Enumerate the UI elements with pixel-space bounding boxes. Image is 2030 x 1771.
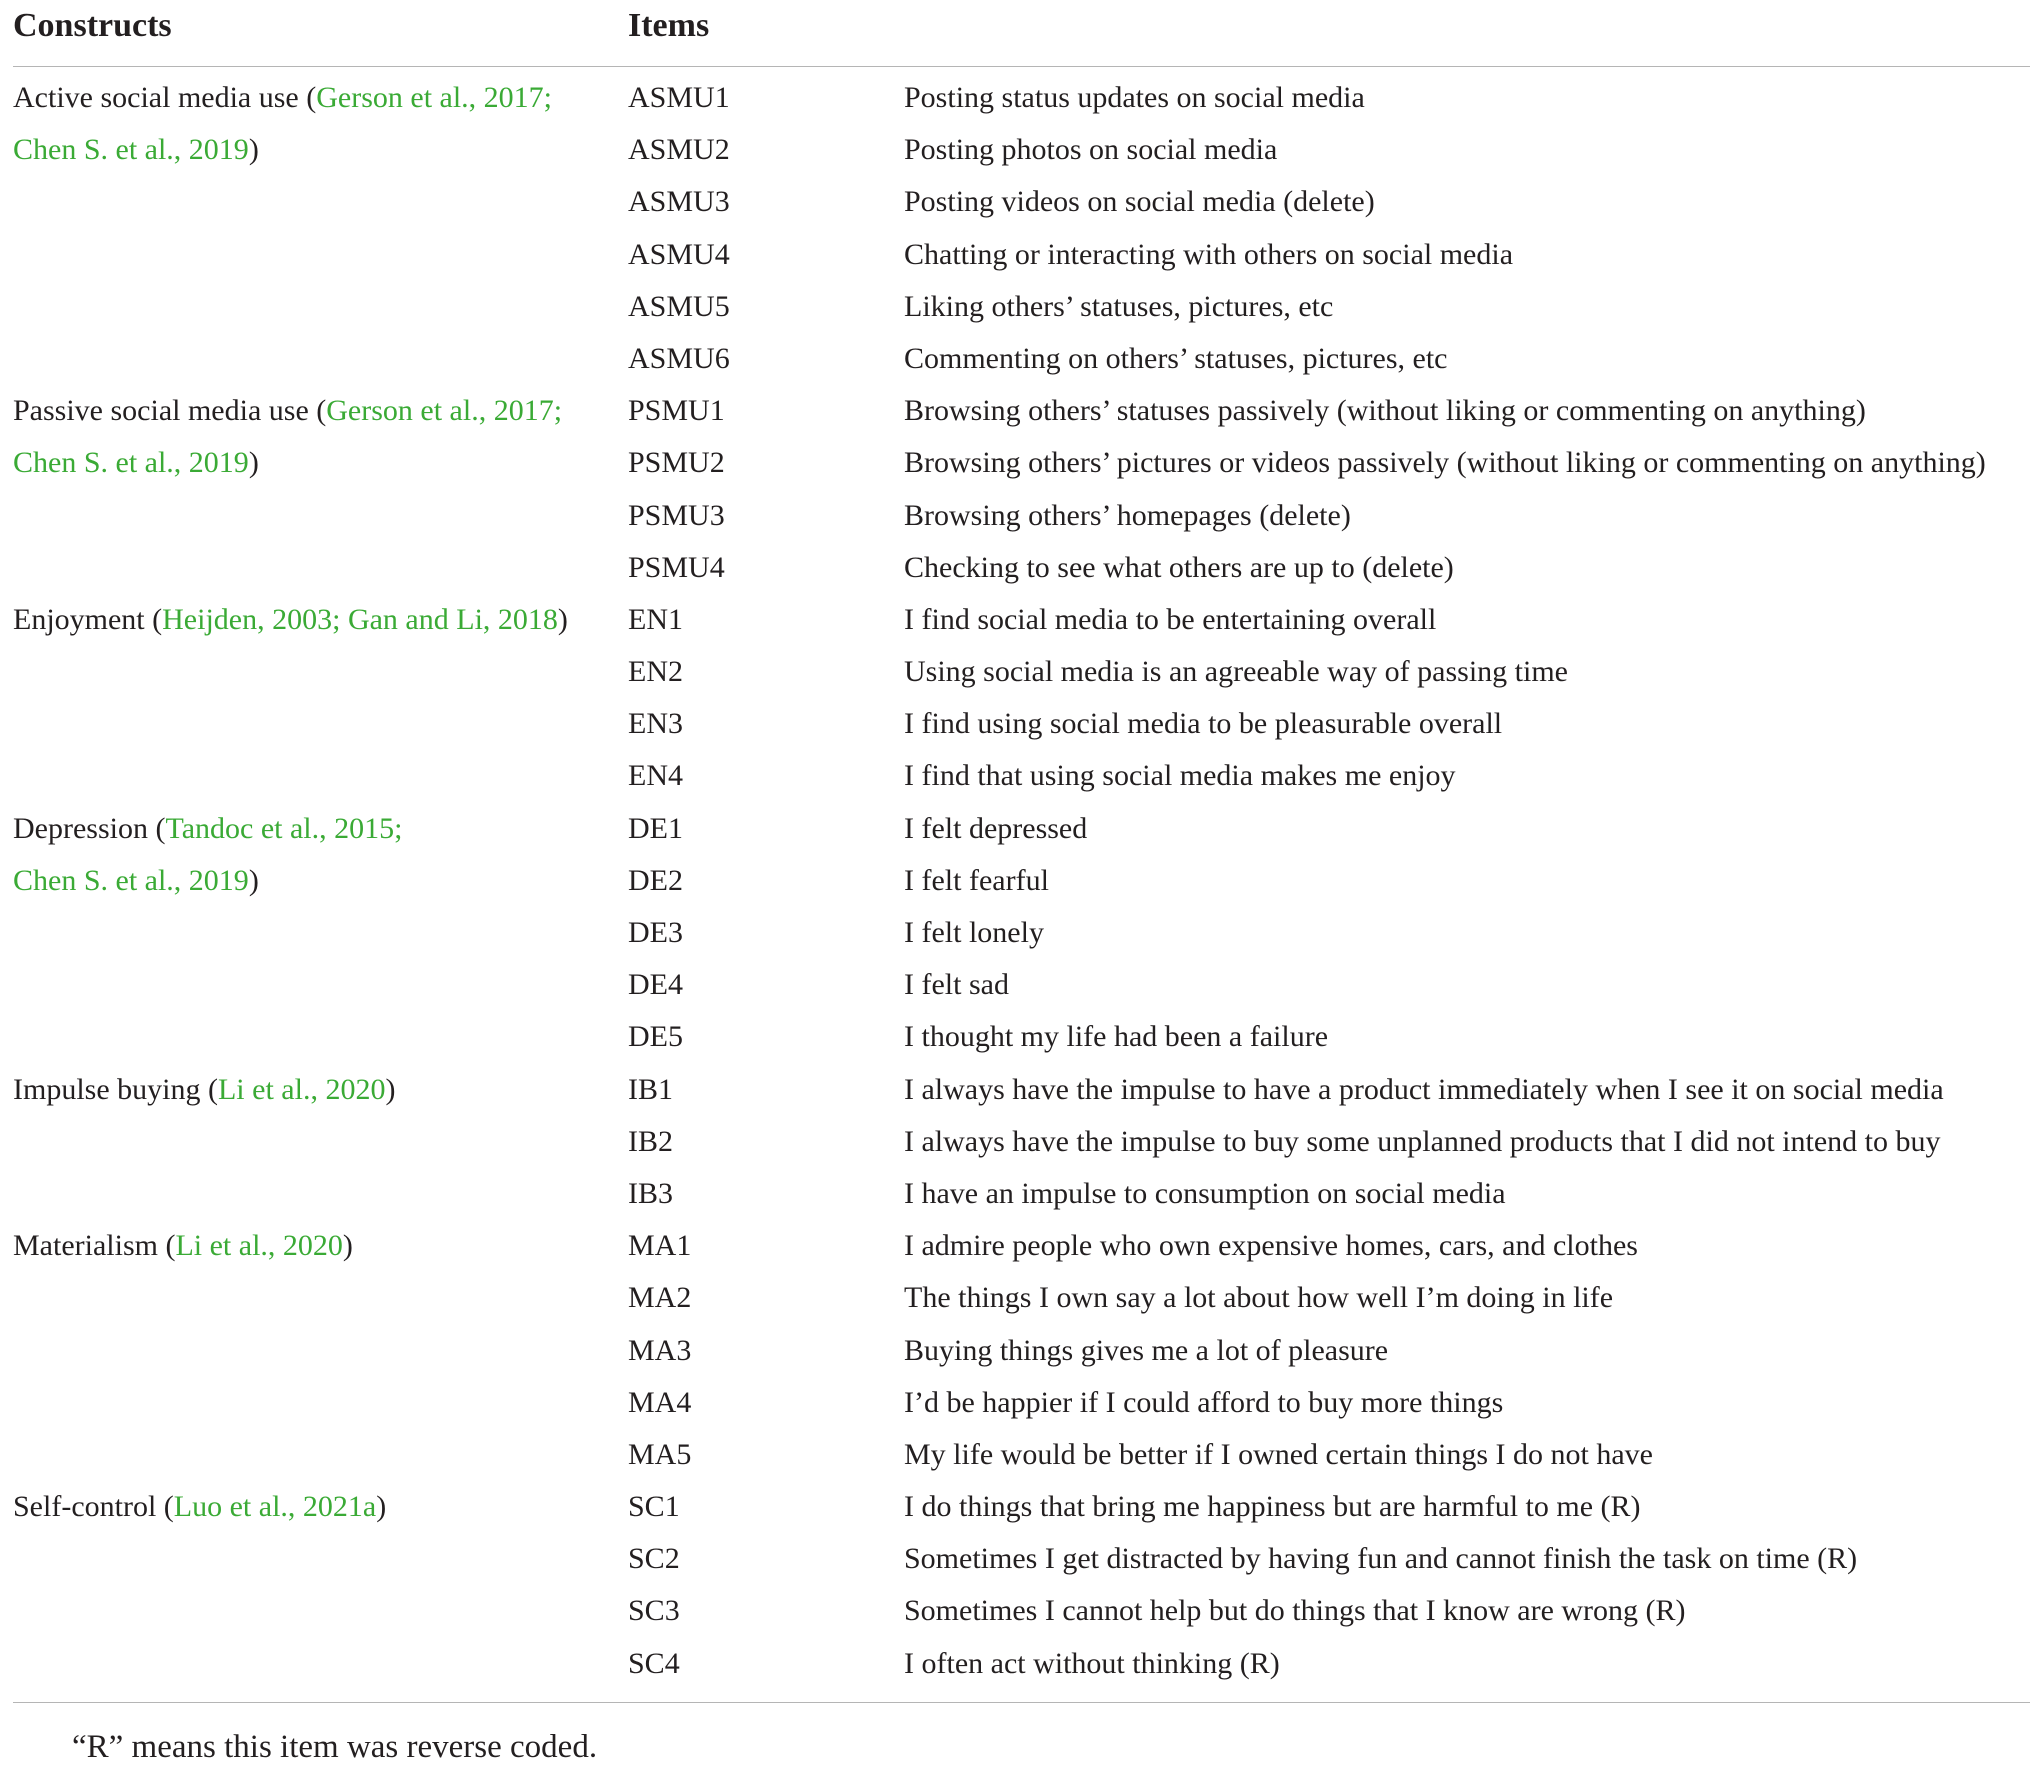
- citation-link[interactable]: Chen S. et al., 2019: [13, 863, 249, 897]
- item-text: Posting videos on social media (delete): [904, 185, 1375, 219]
- table-row: [13, 750, 2030, 802]
- table-row: [13, 72, 2030, 124]
- item-code: ASMU6: [628, 341, 730, 375]
- item-code: ASMU3: [628, 185, 730, 219]
- item-text: Using social media is an agreeable way of passing time: [904, 655, 1568, 689]
- construct-label-close: ): [376, 1490, 387, 1524]
- citation-link[interactable]: Gerson et al., 2017;: [316, 81, 553, 114]
- item-code: PSMU4: [628, 550, 725, 584]
- table-row: [13, 333, 2030, 385]
- table-row: [13, 542, 2030, 594]
- item-code: DE2: [628, 863, 683, 897]
- header-constructs: Constructs: [13, 7, 172, 44]
- table-row: [13, 1429, 2030, 1481]
- table-row: [13, 229, 2030, 281]
- item-text: Browsing others’ statuses passively (without liking or commenting on anything): [904, 394, 1866, 428]
- construct-label: Passive social media use (: [13, 394, 327, 428]
- item-text: I always have the impulse to have a product immediately when I see it on social media: [904, 1072, 1944, 1106]
- item-text: Commenting on others’ statuses, pictures, etc: [904, 341, 1448, 375]
- item-text: Posting photos on social media: [904, 133, 1278, 167]
- construct-label-close: ): [385, 1072, 396, 1106]
- table-row: [13, 1377, 2030, 1429]
- table-row: [13, 437, 2030, 489]
- table-row: [13, 1220, 2030, 1272]
- item-code: MA2: [628, 1281, 692, 1315]
- item-text: I felt sad: [904, 968, 1009, 1002]
- item-code: SC4: [628, 1646, 680, 1680]
- table-row: [13, 698, 2030, 750]
- table-row: [13, 855, 2030, 907]
- item-code: SC1: [628, 1490, 680, 1524]
- table-row: [13, 1064, 2030, 1116]
- item-text: I felt depressed: [904, 811, 1088, 845]
- citation-link[interactable]: Chen S. et al., 2019: [13, 133, 249, 167]
- item-code: MA4: [628, 1385, 692, 1419]
- citation-link[interactable]: Luo et al., 2021a: [173, 1490, 377, 1524]
- item-text: Liking others’ statuses, pictures, etc: [904, 289, 1334, 323]
- item-code: EN3: [628, 707, 683, 741]
- construct-cell: [13, 594, 613, 646]
- item-text: Browsing others’ pictures or videos passively (without liking or commenting on anything): [904, 446, 1986, 480]
- item-text: Browsing others’ homepages (delete): [904, 498, 1351, 532]
- item-code: ASMU1: [628, 81, 730, 114]
- table-row: [13, 490, 2030, 542]
- citation-link[interactable]: Gerson et al., 2017;: [326, 394, 563, 428]
- item-code: ASMU5: [628, 289, 730, 323]
- table-body: [13, 67, 2030, 1690]
- item-code: ASMU4: [628, 237, 730, 271]
- table-row: [13, 803, 2030, 855]
- item-text: The things I own say a lot about how well I’m doing in life: [904, 1281, 1614, 1315]
- item-code: IB2: [628, 1124, 673, 1158]
- construct-label: Active social media use (: [13, 81, 317, 114]
- item-text: I’d be happier if I could afford to buy more things: [904, 1385, 1504, 1419]
- table-row: [13, 385, 2030, 437]
- construct-label-close: ): [248, 133, 259, 167]
- item-text: I often act without thinking (R): [904, 1646, 1280, 1680]
- construct-label: Impulse buying (: [13, 1072, 218, 1106]
- citation-link[interactable]: Chen S. et al., 2019: [13, 446, 249, 480]
- table-row: [13, 281, 2030, 333]
- item-text: Sometimes I get distracted by having fun and cannot finish the task on time (R): [904, 1542, 1858, 1576]
- item-code: PSMU3: [628, 498, 725, 532]
- item-text: I always have the impulse to buy some unplanned products that I did not intend to buy: [904, 1124, 1941, 1158]
- construct-cell: [13, 72, 613, 124]
- table-row: [13, 124, 2030, 176]
- table-row: [13, 1168, 2030, 1220]
- construct-label: Self-control (: [13, 1490, 174, 1524]
- item-code: MA5: [628, 1437, 692, 1471]
- construct-cell: [13, 385, 613, 437]
- table-row: [13, 1481, 2030, 1533]
- table-row: [13, 1116, 2030, 1168]
- table-row: [13, 1272, 2030, 1324]
- construct-cell: [13, 1220, 613, 1272]
- table-row: [13, 1585, 2030, 1637]
- item-text: Posting status updates on social media: [904, 81, 1365, 114]
- item-text: I admire people who own expensive homes, cars, and clothes: [904, 1229, 1638, 1263]
- construct-label-close: ): [557, 602, 568, 636]
- item-text: I felt fearful: [904, 863, 1049, 897]
- item-code: MA1: [628, 1229, 692, 1263]
- construct-cell: [13, 1481, 613, 1533]
- construct-cell: [13, 124, 613, 176]
- item-text: Chatting or interacting with others on social media: [904, 237, 1514, 271]
- table-row: [13, 1638, 2030, 1690]
- table-header: [13, 0, 2030, 67]
- item-code: DE3: [628, 916, 683, 949]
- construct-label-close: ): [248, 863, 259, 897]
- table-row: [13, 1325, 2030, 1377]
- item-text: I thought my life had been a failure: [904, 1020, 1329, 1054]
- table-row: [13, 959, 2030, 1011]
- item-text: Checking to see what others are up to (delete): [904, 550, 1454, 584]
- item-text: Sometimes I cannot help but do things that I know are wrong (R): [904, 1594, 1686, 1628]
- item-code: PSMU1: [628, 394, 725, 428]
- construct-cell: [13, 437, 613, 489]
- item-text: I do things that bring me happiness but are harmful to me (R): [904, 1490, 1641, 1524]
- item-code: SC3: [628, 1594, 680, 1628]
- construct-cell: [13, 803, 613, 855]
- item-code: EN1: [628, 602, 683, 636]
- item-code: PSMU2: [628, 446, 725, 480]
- item-code: MA3: [628, 1333, 692, 1367]
- item-code: IB3: [628, 1176, 673, 1210]
- table-footnote: “R” means this item was reverse coded.: [72, 1729, 598, 1765]
- construct-label: Enjoyment (: [13, 602, 163, 636]
- item-code: DE5: [628, 1020, 683, 1054]
- table-row: [13, 907, 2030, 959]
- table-row: [13, 1533, 2030, 1585]
- construct-label: Materialism (: [13, 1229, 176, 1263]
- construct-label: Depression (: [13, 811, 166, 845]
- construct-label-close: ): [248, 446, 259, 480]
- construct-label-close: ): [342, 1229, 353, 1263]
- table-row: [13, 1011, 2030, 1063]
- item-text: Buying things gives me a lot of pleasure: [904, 1333, 1389, 1367]
- item-text: I find using social media to be pleasurable overall: [904, 707, 1503, 741]
- construct-cell: [13, 1064, 613, 1116]
- item-code: EN4: [628, 759, 683, 793]
- item-code: DE1: [628, 811, 683, 845]
- item-code: SC2: [628, 1542, 680, 1576]
- citation-link[interactable]: Tandoc et al., 2015;: [165, 811, 403, 845]
- item-code: ASMU2: [628, 133, 730, 167]
- item-code: DE4: [628, 968, 683, 1002]
- table-bottom-rule: [13, 1702, 2030, 1703]
- item-text: I felt lonely: [904, 916, 1044, 949]
- table-row: [13, 176, 2030, 228]
- table-row: [13, 594, 2030, 646]
- item-text: I have an impulse to consumption on social media: [904, 1176, 1506, 1210]
- items-table: [13, 0, 2030, 1690]
- citation-link[interactable]: Heijden, 2003; Gan and Li, 2018: [162, 602, 558, 636]
- item-code: EN2: [628, 655, 683, 689]
- item-text: I find that using social media makes me enjoy: [904, 759, 1456, 793]
- construct-cell: [13, 855, 613, 907]
- item-code: IB1: [628, 1072, 673, 1106]
- header-items: Items: [628, 7, 710, 44]
- table-row: [13, 646, 2030, 698]
- item-text: My life would be better if I owned certain things I do not have: [904, 1437, 1653, 1471]
- citation-link[interactable]: Li et al., 2020: [175, 1229, 343, 1263]
- citation-link[interactable]: Li et al., 2020: [217, 1072, 386, 1106]
- item-text: I find social media to be entertaining overall: [904, 602, 1437, 636]
